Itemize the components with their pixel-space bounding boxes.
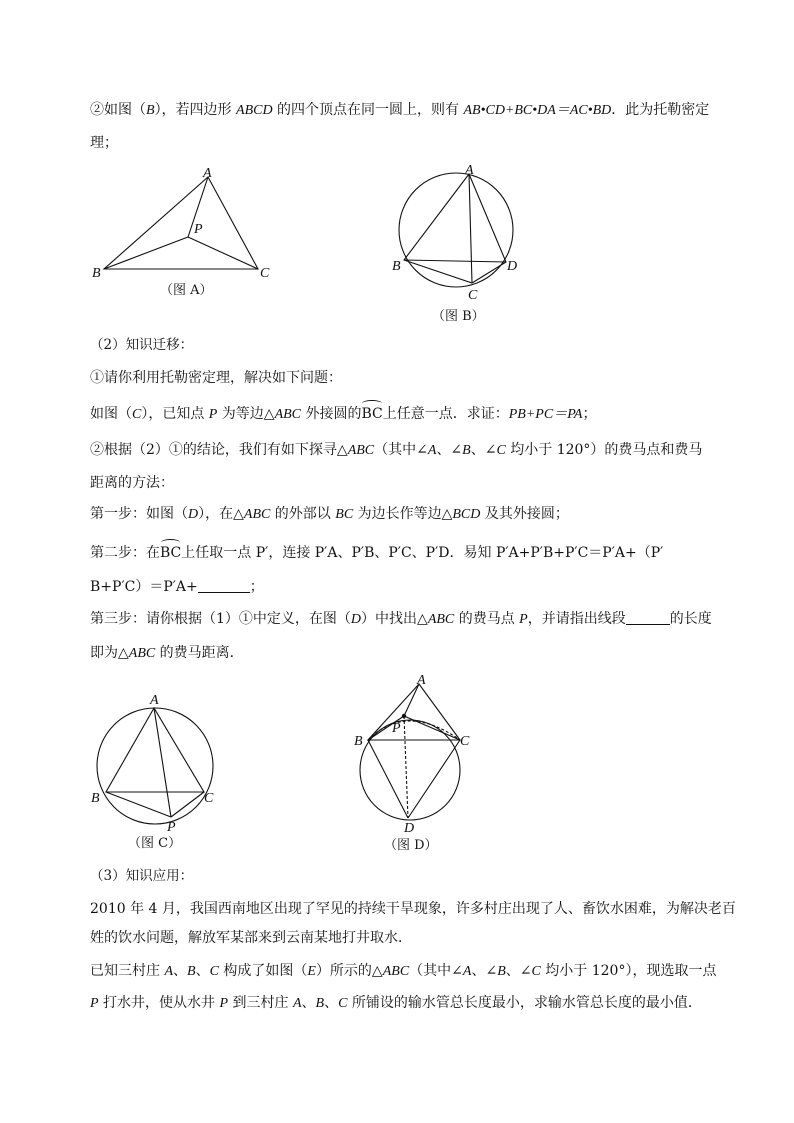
figa-label-c: C: [260, 266, 270, 281]
section-3-heading: （3）知识应用：: [90, 868, 194, 884]
question-2-cont: 距离的方法：: [90, 475, 174, 491]
figd-label-a: A: [417, 673, 426, 688]
figure-b: [388, 160, 528, 330]
figd-label-p: P: [392, 721, 401, 736]
arc-bc-2: BC: [160, 545, 182, 561]
figb-label-a: A: [465, 163, 474, 178]
figc-label-c: C: [204, 791, 214, 806]
figure-a: [86, 165, 286, 300]
question-2: ②根据（2）①的结论，我们有如下探寻△ABC（其中∠A、∠B、∠C 均小于 120°）的费马点和费马: [90, 442, 703, 458]
figb-label-d: D: [507, 259, 518, 274]
figure-c: [86, 688, 226, 858]
question-1: ①请你利用托勒密定理，解决如下问题：: [90, 370, 342, 386]
ptolemy-statement: ②如图（B），若四边形 ABCD 的四个顶点在同一圆上，则有 AB•CD+BC•DA＝AC•BD．此为托勒密定: [90, 102, 710, 118]
figb-caption: （图 B）: [432, 309, 485, 324]
answer-blank-2[interactable]: [626, 610, 670, 625]
figd-caption: （图 D）: [384, 838, 438, 853]
ptolemy-statement-cont: 理；: [90, 135, 118, 151]
application-para-2: 姓的饮水问题，解放军某部来到云南某地打井取水．: [90, 930, 412, 946]
figd-label-b: B: [354, 734, 363, 749]
application-para-4: P 打水井，使从水井 P 到三村庄 A、B、C 所铺设的输水管总长度最小，求输水管总长度的最小值．: [90, 995, 702, 1011]
figure-d: [346, 672, 486, 857]
figa-label-p: P: [194, 222, 203, 237]
answer-blank-1[interactable]: [198, 578, 250, 593]
figa-caption: （图 A）: [160, 283, 213, 298]
figc-caption: （图 C）: [128, 836, 182, 851]
section-2-heading: （2）知识迁移：: [90, 337, 194, 353]
step-3-cont: 即为△ABC 的费马距离．: [90, 645, 244, 661]
application-para-1: 2010 年 4 月，我国西南地区出现了罕见的持续干旱现象，许多村庄出现了人、畜饮水困难，为解决老百: [90, 901, 736, 917]
question-1-body: 如图（C），已知点 P 为等边△ABC 外接圆的BC上任意一点．求证：PB+PC＝PA；: [90, 406, 597, 422]
application-para-3: 已知三村庄 A、B、C 构成了如图（E）所示的△ABC（其中∠A、∠B、∠C 均小于 120°），现选取一点: [90, 963, 717, 979]
figb-label-c: C: [468, 288, 478, 303]
step-2-cont: B+P′C）＝P′A+ ；: [90, 579, 264, 595]
figa-label-b: B: [92, 266, 101, 281]
figc-label-b: B: [91, 791, 100, 806]
figb-label-b: B: [392, 259, 401, 274]
figd-label-d: D: [404, 821, 415, 836]
figd-label-c: C: [460, 734, 470, 749]
step-3: 第三步：请你根据（1）①中定义，在图（D）中找出△ABC 的费马点 P，并请指出线段 的长度: [90, 611, 712, 627]
step-1: 第一步：如图（D），在△ABC 的外部以 BC 为边长作等边△BCD 及其外接圆；: [90, 506, 569, 522]
figc-label-p: P: [167, 820, 176, 835]
figa-label-a: A: [203, 166, 212, 181]
arc-bc: BC: [361, 406, 383, 422]
figc-label-a: A: [150, 693, 159, 708]
step-2: 第二步：在BC上任取一点 P′，连接 P′A、P′B、P′C、P′D．易知 P′A+P′B+P′C＝P′A+（P′: [90, 545, 664, 561]
